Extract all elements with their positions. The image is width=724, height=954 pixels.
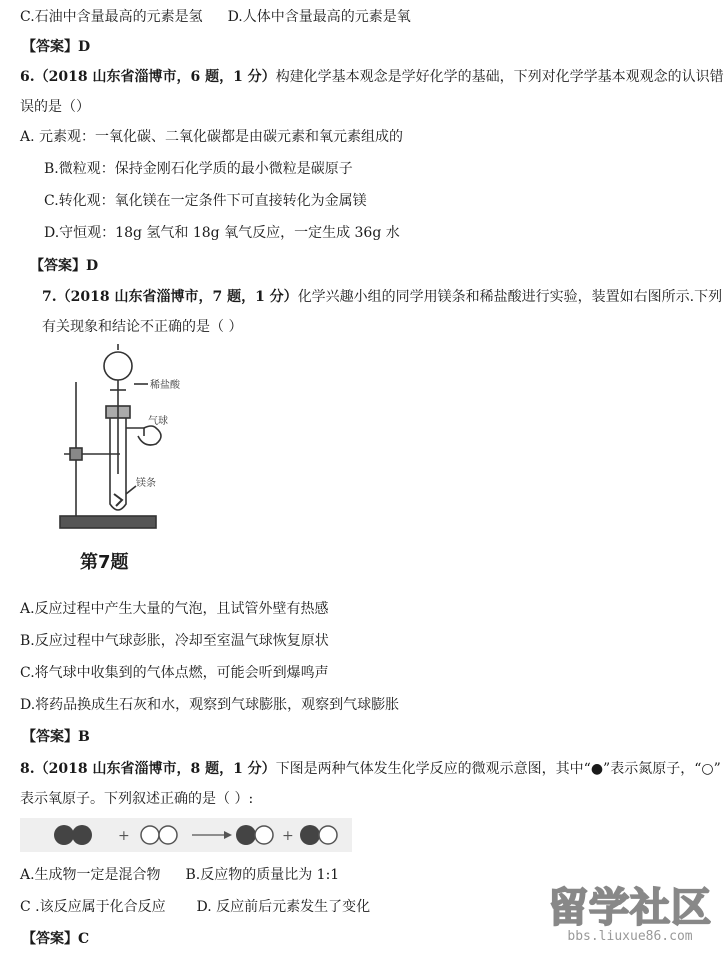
answer-8: 【答案】C — [22, 931, 90, 947]
q8-option-b: B.反应物的质量比为 1:1 — [185, 867, 340, 883]
q8-heading: 8.（2018 山东省淄博市，8 题，1 分） — [20, 761, 276, 777]
label-balloon: 气球 — [148, 416, 168, 427]
q8-stem-line-2: 表示氧原子。下列叙述正确的是（ ）: — [20, 791, 254, 807]
no-o-atom-1 — [255, 826, 273, 844]
q6-option-c: C.转化观：氧化镁在一定条件下可直接转化为金属镁 — [44, 193, 367, 209]
plus-sign-1: + — [118, 828, 130, 844]
o2-atom-2 — [159, 826, 177, 844]
answer-5: 【答案】D — [22, 39, 91, 55]
q7-stem-line-1 — [42, 288, 722, 306]
prev-option-d: D.人体中含量最高的元素是氧 — [227, 9, 411, 25]
q8-stem-text-1: 下图是两种气体发生化学反应的微观示意图，其中“●”表示氮原子，“○” — [275, 761, 721, 777]
q6-stem-text-1: 构建化学基本观念是学好化学的基础，下列对化学学基本观观念的认识错 — [275, 69, 724, 85]
q6-option-d: D.守恒观：18g 氢气和 18g 氧气反应，一定生成 36g 水 — [44, 225, 400, 241]
q6-option-b: B.微粒观：保持金刚石化学质的最小微粒是碳原子 — [44, 161, 353, 177]
q6-heading: 6.（2018 山东省淄博市，6 题，1 分） — [20, 69, 276, 85]
site-watermark — [548, 886, 712, 944]
q7-option-d: D.将药品换成生石灰和水，观察到气球膨胀，观察到气球膨胀 — [20, 697, 400, 713]
q8-stem-line-1 — [20, 760, 721, 778]
q7-option-c: C.将气球中收集到的气体点燃，可能会听到爆鸣声 — [20, 665, 329, 681]
q8-option-a: A.生成物一定是混合物 — [20, 867, 161, 883]
balloon — [138, 426, 161, 445]
answer-6: 【答案】D — [30, 258, 99, 274]
prev-options-row — [20, 8, 411, 26]
q7-heading: 7.（2018 山东省淄博市，7 题，1 分） — [42, 289, 298, 305]
q8-options-cd — [20, 898, 370, 916]
magnesium-ribbon — [114, 494, 122, 506]
q7-stem-text-1: 化学兴趣小组的同学用镁条和稀盐酸进行实验，装置如右图所示.下列 — [297, 289, 723, 305]
q8-option-c: C .该反应属于化合反应 — [20, 899, 166, 915]
no-o-atom-2 — [319, 826, 337, 844]
watermark-logo-text: 留学社区 — [548, 885, 712, 931]
no-n-atom-1 — [236, 825, 256, 845]
q7-option-b: B.反应过程中气球彭胀，冷却至室温气球恢复原状 — [20, 633, 329, 649]
q7-figure-caption: 第7题 — [80, 552, 129, 573]
funnel-bulb — [104, 352, 132, 380]
q6-stem-line-2: 误的是（） — [20, 99, 90, 115]
q6-option-a: A. 元素观：一氧化碳、二氧化碳都是由碳元素和氧元素组成的 — [20, 129, 404, 145]
n2-atom-1 — [54, 825, 74, 845]
q7-stem-line-2: 有关现象和结论不正确的是（ ） — [42, 319, 243, 335]
n2-atom-2 — [72, 825, 92, 845]
q8-option-d: D. 反应前后元素发生了变化 — [196, 899, 371, 915]
plus-sign-2: + — [282, 828, 294, 844]
label-acid: 稀盐酸 — [150, 380, 180, 391]
stand-base — [60, 516, 156, 528]
q7-option-a: A.反应过程中产生大量的气泡，且试管外壁有热感 — [20, 601, 329, 617]
o2-atom-1 — [141, 826, 159, 844]
apparatus-figure — [56, 344, 186, 534]
q8-options-ab — [20, 866, 339, 884]
no-n-atom-2 — [300, 825, 320, 845]
label-ribbon: 镁条 — [136, 478, 156, 489]
reaction-diagram — [20, 818, 352, 852]
answer-7: 【答案】B — [22, 729, 90, 745]
watermark-url: bbs.liuxue86.com — [567, 929, 693, 944]
q6-stem-line-1 — [20, 68, 724, 86]
prev-option-c: C.石油中含量最高的元素是氢 — [20, 9, 203, 25]
